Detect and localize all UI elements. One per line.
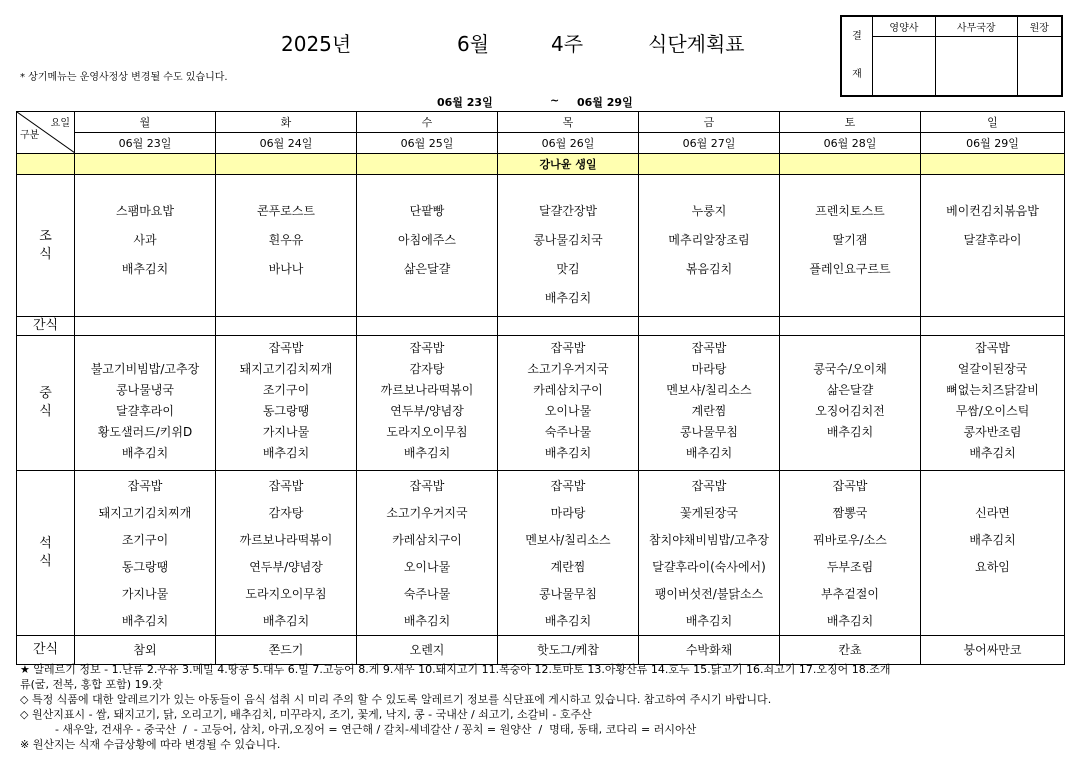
menu-item: 달걀간장밥 <box>539 204 597 218</box>
menu-item: 숙주나물 <box>544 425 592 439</box>
menu-item: 배추김치 <box>969 533 1016 547</box>
note-line: ※ 원산지는 식재 수급상황에 따라 변경될 수 있습니다. <box>20 738 281 751</box>
menu-cell <box>498 636 639 665</box>
menu-item: 쫀드기 <box>268 643 304 657</box>
menu-item: 돼지고기김치찌개 <box>239 362 333 376</box>
menu-cell <box>639 471 780 636</box>
menu-item: 콘푸로스트 <box>257 204 315 218</box>
menu-cell <box>921 175 1065 317</box>
menu-item: 베이컨김치볶음밥 <box>946 204 1039 218</box>
day-header: 일 <box>921 112 1065 133</box>
menu-cell <box>921 336 1065 471</box>
menu-cell <box>75 317 216 336</box>
menu-item: 프렌치토스트 <box>815 204 885 218</box>
menu-cell <box>639 636 780 665</box>
menu-cell <box>75 336 216 471</box>
menu-item: 무쌈/오이스틱 <box>955 404 1030 418</box>
menu-item: 배추김치 <box>544 446 592 460</box>
role-director: 원장 <box>1017 16 1062 36</box>
day-header: 수 <box>357 112 498 133</box>
menu-item: 배추김치 <box>403 446 451 460</box>
menu-item: 도라지오이무침 <box>245 587 327 601</box>
menu-item: 마라탕 <box>691 362 727 376</box>
menu-item: 흰우유 <box>268 233 304 247</box>
menu-cell <box>498 175 639 317</box>
range-end: 06월 29일 <box>577 96 633 109</box>
menu-item: 동그랑땡 <box>262 404 310 418</box>
menu-cell <box>639 175 780 317</box>
date-header: 06월 26일 <box>498 133 639 154</box>
menu-item: 배추김치 <box>121 614 169 628</box>
menu-item <box>921 473 1064 500</box>
range-separator: ~ <box>550 94 560 107</box>
menu-item: 팽이버섯전/불닭소스 <box>654 587 764 601</box>
menu-item: 숙주나물 <box>403 587 451 601</box>
menu-item: 잡곡밥 <box>550 479 586 493</box>
menu-item: 달걀후라이 <box>963 233 1022 247</box>
menu-item: 잡곡밥 <box>127 479 163 493</box>
menu-item: 잡곡밥 <box>268 479 304 493</box>
menu-item: 오렌지 <box>409 643 445 657</box>
corner-header <box>17 112 75 154</box>
menu-cell <box>780 471 921 636</box>
month-label: 6월 <box>457 32 490 56</box>
menu-item: 삶은달걀 <box>826 383 874 397</box>
corner-day-label: 요일 <box>50 118 70 129</box>
menu-cell <box>75 636 216 665</box>
menu-item: 짬뽕국 <box>832 506 868 520</box>
menu-item: 잡곡밥 <box>691 479 727 493</box>
menu-item: 까르보나라떡볶이 <box>239 533 333 547</box>
week-label: 4주 <box>551 32 584 56</box>
approval-label-bottom: 재 <box>852 69 862 80</box>
menu-item: 콩나물냉국 <box>116 383 174 397</box>
menu-cell <box>780 175 921 317</box>
menu-item: 도라지오이무침 <box>386 425 468 439</box>
birthday-cell <box>780 154 921 175</box>
menu-item: 꿔바로우/소스 <box>813 533 887 547</box>
menu-cell <box>639 336 780 471</box>
menu-item: 잡곡밥 <box>268 341 304 355</box>
approval-box <box>840 15 1063 97</box>
menu-item: 멘보샤/칠리소스 <box>525 533 611 547</box>
menu-item: 배추김치 <box>544 614 592 628</box>
menu-table <box>16 111 1065 665</box>
meal-label: 간식 <box>17 636 75 665</box>
menu-item: 카레삼치구이 <box>392 533 462 547</box>
menu-item: 볶음김치 <box>685 262 733 276</box>
menu-item: 핫도그/케찹 <box>536 643 599 657</box>
meal-label: 간식 <box>17 317 75 336</box>
day-header: 목 <box>498 112 639 133</box>
role-office-manager: 사무국장 <box>935 16 1017 36</box>
menu-item: 배추김치 <box>121 446 169 460</box>
approval-side-label <box>841 16 873 96</box>
menu-item: 바나나 <box>268 262 304 276</box>
day-header: 월 <box>75 112 216 133</box>
menu-item: 누룽지 <box>691 204 727 218</box>
note-line: ◇ 특정 식품에 대한 알레르기가 있는 아동들이 음식 섭취 시 미리 주의 할 수 있도록 알레르기 정보를 식단표에 게시하고 있습니다. 참고하여 주시기 바랍니다. <box>20 693 772 706</box>
menu-item: 까르보나라떡볶이 <box>380 383 474 397</box>
menu-item: 잡곡밥 <box>409 341 445 355</box>
menu-item: 동그랑땡 <box>121 560 169 574</box>
menu-cell <box>780 317 921 336</box>
menu-item: 배추김치 <box>685 446 733 460</box>
menu-cell <box>216 471 357 636</box>
menu-item: 배추김치 <box>262 446 310 460</box>
sign-office-manager[interactable] <box>935 36 1017 96</box>
menu-item: 딸기잼 <box>832 233 868 247</box>
menu-cell <box>498 471 639 636</box>
menu-item: 신라면 <box>975 506 1010 520</box>
menu-cell <box>75 471 216 636</box>
menu-item: 마라탕 <box>550 506 586 520</box>
menu-item: 연두부/양념장 <box>390 404 464 418</box>
menu-item: 얼갈이된장국 <box>957 362 1028 376</box>
menu-item: 콩자반조림 <box>963 425 1022 439</box>
menu-item: 메추리알장조림 <box>668 233 750 247</box>
menu-cell <box>357 471 498 636</box>
menu-item: 삶은달걀 <box>403 262 451 276</box>
day-header: 토 <box>780 112 921 133</box>
meal-label: 중 식 <box>17 336 75 471</box>
note-line: 류(굴, 전복, 홍합 포함) 19.잣 <box>20 678 163 691</box>
menu-item: 붕어싸만코 <box>963 643 1022 657</box>
menu-item: 콩나물무침 <box>539 587 597 601</box>
menu-item: 콩나물무침 <box>680 425 738 439</box>
menu-cell <box>780 636 921 665</box>
menu-item: 황도샐러드/키위D <box>97 425 193 439</box>
approval-label-top: 결 <box>852 31 862 42</box>
menu-item: 콩국수/오이채 <box>813 362 887 376</box>
day-header: 화 <box>216 112 357 133</box>
menu-item: 소고기우거지국 <box>386 506 468 520</box>
menu-item: 오이나물 <box>544 404 592 418</box>
menu-item: 단팥빵 <box>409 204 445 218</box>
menu-item: 잡곡밥 <box>409 479 445 493</box>
menu-item: 소고기우거지국 <box>527 362 609 376</box>
birthday-cell <box>357 154 498 175</box>
menu-cell <box>216 317 357 336</box>
menu-item: 플레인요구르트 <box>809 262 891 276</box>
menu-item: 맛김 <box>556 262 580 276</box>
menu-item: 참외 <box>133 643 157 657</box>
menu-item <box>75 338 215 359</box>
range-start: 06월 23일 <box>437 96 493 109</box>
menu-item: 달걀후라이(숙사에서) <box>652 560 766 574</box>
menu-cell <box>639 317 780 336</box>
role-nutritionist: 영양사 <box>873 16 936 36</box>
menu-item: 연두부/양념장 <box>249 560 323 574</box>
menu-item: 참치야채비빔밥/고추장 <box>649 533 769 547</box>
menu-item: 배추김치 <box>403 614 451 628</box>
menu-item: 배추김치 <box>969 446 1016 460</box>
menu-cell <box>75 175 216 317</box>
menu-cell <box>498 317 639 336</box>
menu-item: 배추김치 <box>262 614 310 628</box>
lunch-row <box>17 336 1065 471</box>
note-line: ◇ 원산지표시 - 쌀, 돼지고기, 닭, 오리고기, 배추김치, 미꾸라지, 조기, 꽃게, 낙지, 콩 - 국내산 / 쇠고기, 소갈비 - 호주산 <box>20 708 592 721</box>
menu-cell <box>498 336 639 471</box>
menu-item: 아침에주스 <box>398 233 456 247</box>
date-header: 06월 24일 <box>216 133 357 154</box>
date-header: 06월 27일 <box>639 133 780 154</box>
menu-cell <box>357 336 498 471</box>
menu-item: 달걀후라이 <box>116 404 174 418</box>
birthday-cell <box>75 154 216 175</box>
menu-item: 가지나물 <box>262 425 310 439</box>
menu-item: 조기구이 <box>121 533 169 547</box>
menu-cell <box>921 317 1065 336</box>
sign-nutritionist[interactable] <box>873 36 936 96</box>
page-title: 식단계획표 <box>648 32 745 56</box>
menu-item: 계란찜 <box>550 560 586 574</box>
afternoon-snack-row <box>17 636 1065 665</box>
menu-item: 돼지고기김치찌개 <box>98 506 192 520</box>
menu-item: 뼈없는치즈닭갈비 <box>946 383 1039 397</box>
change-notice: * 상기메뉴는 운영사정상 변경될 수도 있습니다. <box>20 72 228 83</box>
menu-item: 잡곡밥 <box>975 341 1010 355</box>
menu-cell <box>216 175 357 317</box>
menu-item: 감자탕 <box>409 362 445 376</box>
menu-item: 카레삼치구이 <box>533 383 603 397</box>
menu-cell <box>780 336 921 471</box>
menu-item: 오징어김치전 <box>815 404 885 418</box>
notes-section <box>20 662 1065 752</box>
birthday-cell: 강나윤 생일 <box>498 154 639 175</box>
menu-cell <box>216 636 357 665</box>
birthday-cell <box>921 154 1065 175</box>
date-header: 06월 25일 <box>357 133 498 154</box>
menu-item: 사과 <box>133 233 157 247</box>
breakfast-row <box>17 175 1065 317</box>
menu-item: 잡곡밥 <box>832 479 868 493</box>
menu-item: 수박화채 <box>685 643 733 657</box>
menu-item: 불고기비빔밥/고추장 <box>90 362 200 376</box>
menu-item: 계란찜 <box>691 404 727 418</box>
menu-item: 요하임 <box>975 560 1010 574</box>
corner-category-label: 구분 <box>20 130 40 141</box>
menu-item: 배추김치 <box>121 262 169 276</box>
menu-item: 배추김치 <box>826 425 874 439</box>
menu-cell <box>357 317 498 336</box>
menu-item: 잡곡밥 <box>550 341 586 355</box>
menu-item: 두부조림 <box>826 560 874 574</box>
menu-item: 스팸마요밥 <box>116 204 174 218</box>
date-header: 06월 23일 <box>75 133 216 154</box>
menu-item: 감자탕 <box>268 506 304 520</box>
menu-item: 꽃게된장국 <box>680 506 738 520</box>
menu-item: 배추김치 <box>685 614 733 628</box>
birthday-label-cell <box>17 154 75 175</box>
menu-item <box>780 338 920 359</box>
date-header: 06월 29일 <box>921 133 1065 154</box>
menu-cell <box>921 636 1065 665</box>
birthday-cell <box>216 154 357 175</box>
menu-item: 배추김치 <box>544 291 592 305</box>
menu-cell <box>357 636 498 665</box>
menu-item: 잡곡밥 <box>691 341 727 355</box>
menu-item: 배추김치 <box>826 614 874 628</box>
menu-item: 멘보샤/칠리소스 <box>666 383 752 397</box>
birthday-cell <box>639 154 780 175</box>
menu-cell <box>357 175 498 317</box>
menu-cell <box>216 336 357 471</box>
note-line: - 새우알, 건새우 - 중국산 / - 고등어, 삼치, 아귀,오징어 = 연근해 / 갈치-세네갈산 / 꽁치 = 원양산 / 명태, 동태, 코다리 = 러시아산 <box>20 723 697 736</box>
meal-label: 석 식 <box>17 471 75 636</box>
dinner-row <box>17 471 1065 636</box>
menu-item: 조기구이 <box>262 383 310 397</box>
menu-cell <box>921 471 1065 636</box>
note-line: ★ 알레르기 정보 - 1.난류 2.우유 3.메밀 4.땅콩 5.대두 6.밀 7.고등어 8.게 9.새우 10.돼지고기 11.복숭아 12.토마토 13.아황산류 14.호두 15.닭고기 16.쇠고기 17.오징어 18.조개 <box>20 663 891 676</box>
menu-item: 가지나물 <box>121 587 169 601</box>
menu-item: 칸쵸 <box>838 643 862 657</box>
day-header: 금 <box>639 112 780 133</box>
menu-item: 부추겉절이 <box>821 587 879 601</box>
menu-item: 콩나물김치국 <box>533 233 603 247</box>
sign-director[interactable] <box>1017 36 1062 96</box>
menu-item: 오이나물 <box>403 560 451 574</box>
year-label: 2025년 <box>281 32 352 56</box>
meal-label: 조 식 <box>17 175 75 317</box>
date-header: 06월 28일 <box>780 133 921 154</box>
morning-snack-row <box>17 317 1065 336</box>
